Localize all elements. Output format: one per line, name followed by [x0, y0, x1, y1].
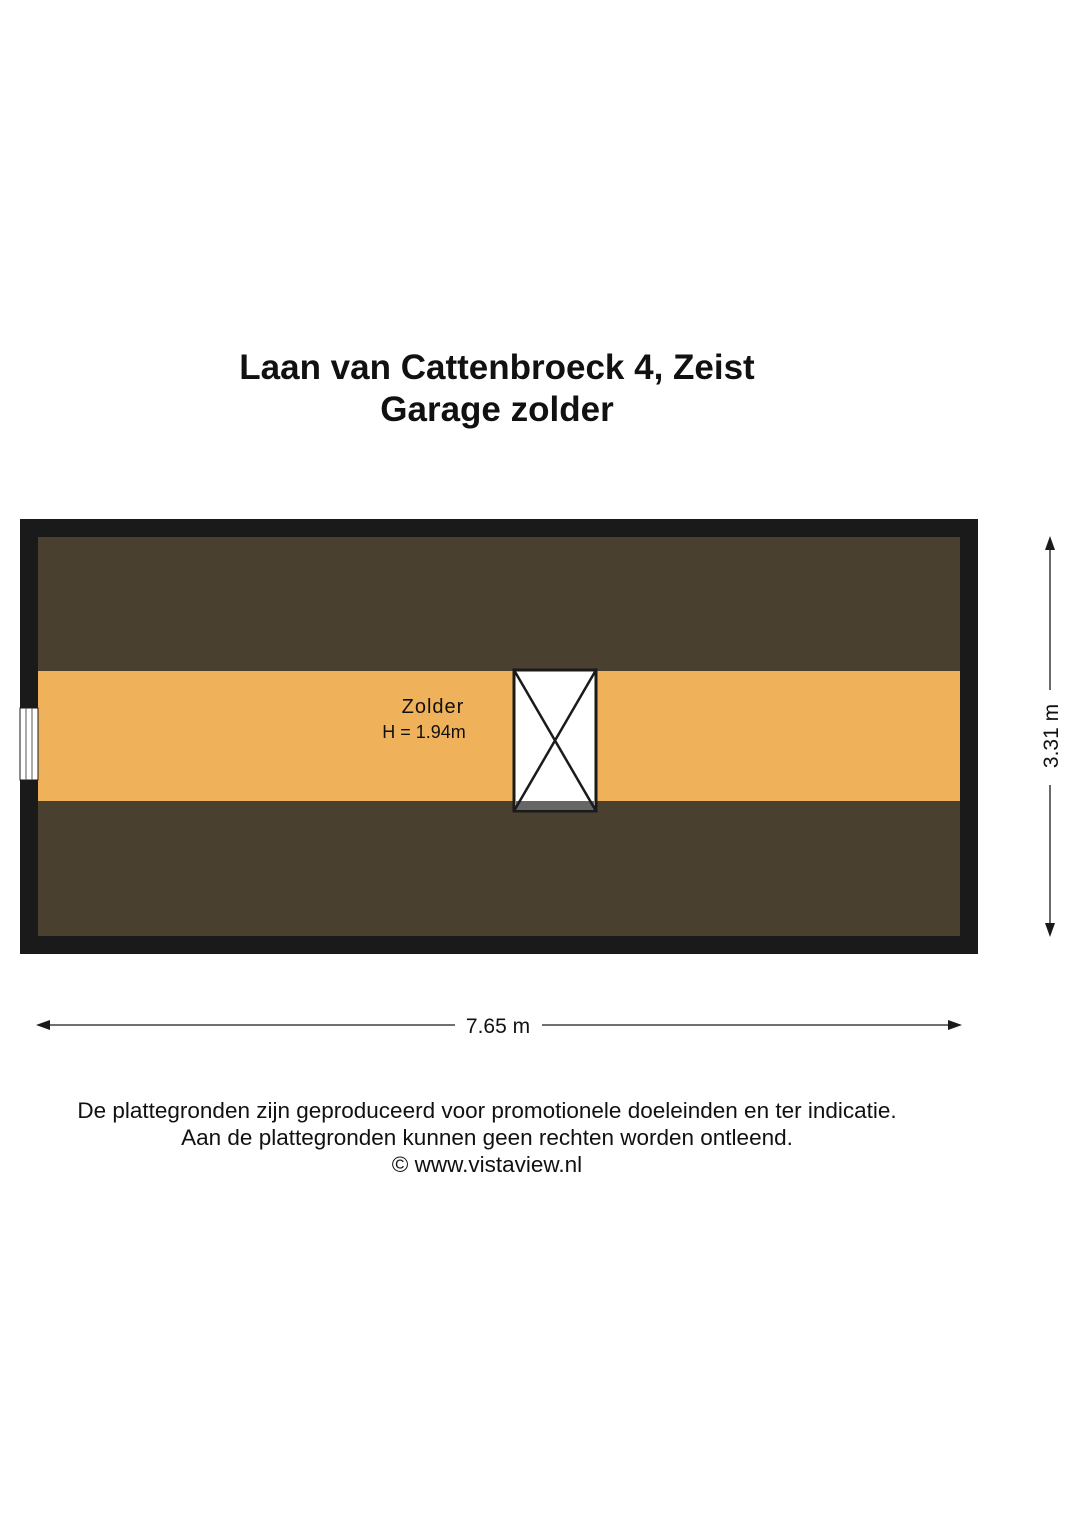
low-ceiling-zone-bottom: [38, 801, 960, 936]
room-floor-zolder: [38, 671, 960, 801]
floor-title: Garage zolder: [380, 390, 614, 429]
depth-label: 3.31 m: [1040, 703, 1063, 769]
room-height: H = 1.94m: [382, 722, 466, 742]
disclaimer-line-1: De plattegronden zijn geproduceerd voor promotionele doeleinden en ter indicatie.: [77, 1098, 897, 1123]
attic-hatch-icon: [514, 670, 596, 811]
address-title: Laan van Cattenbroeck 4, Zeist: [239, 348, 755, 387]
arrow-up-icon: [1045, 536, 1055, 550]
arrow-left-icon: [36, 1020, 50, 1030]
window-icon: [20, 708, 38, 780]
disclaimer-line-2: Aan de plattegronden kunnen geen rechten worden ontleend.: [181, 1125, 793, 1150]
copyright-line: © www.vistaview.nl: [391, 1152, 583, 1177]
arrow-right-icon: [948, 1020, 962, 1030]
room-name: Zolder: [401, 696, 465, 718]
width-label: 7.65 m: [465, 1015, 531, 1038]
low-ceiling-zone-top: [38, 537, 960, 671]
arrow-down-icon: [1045, 923, 1055, 937]
